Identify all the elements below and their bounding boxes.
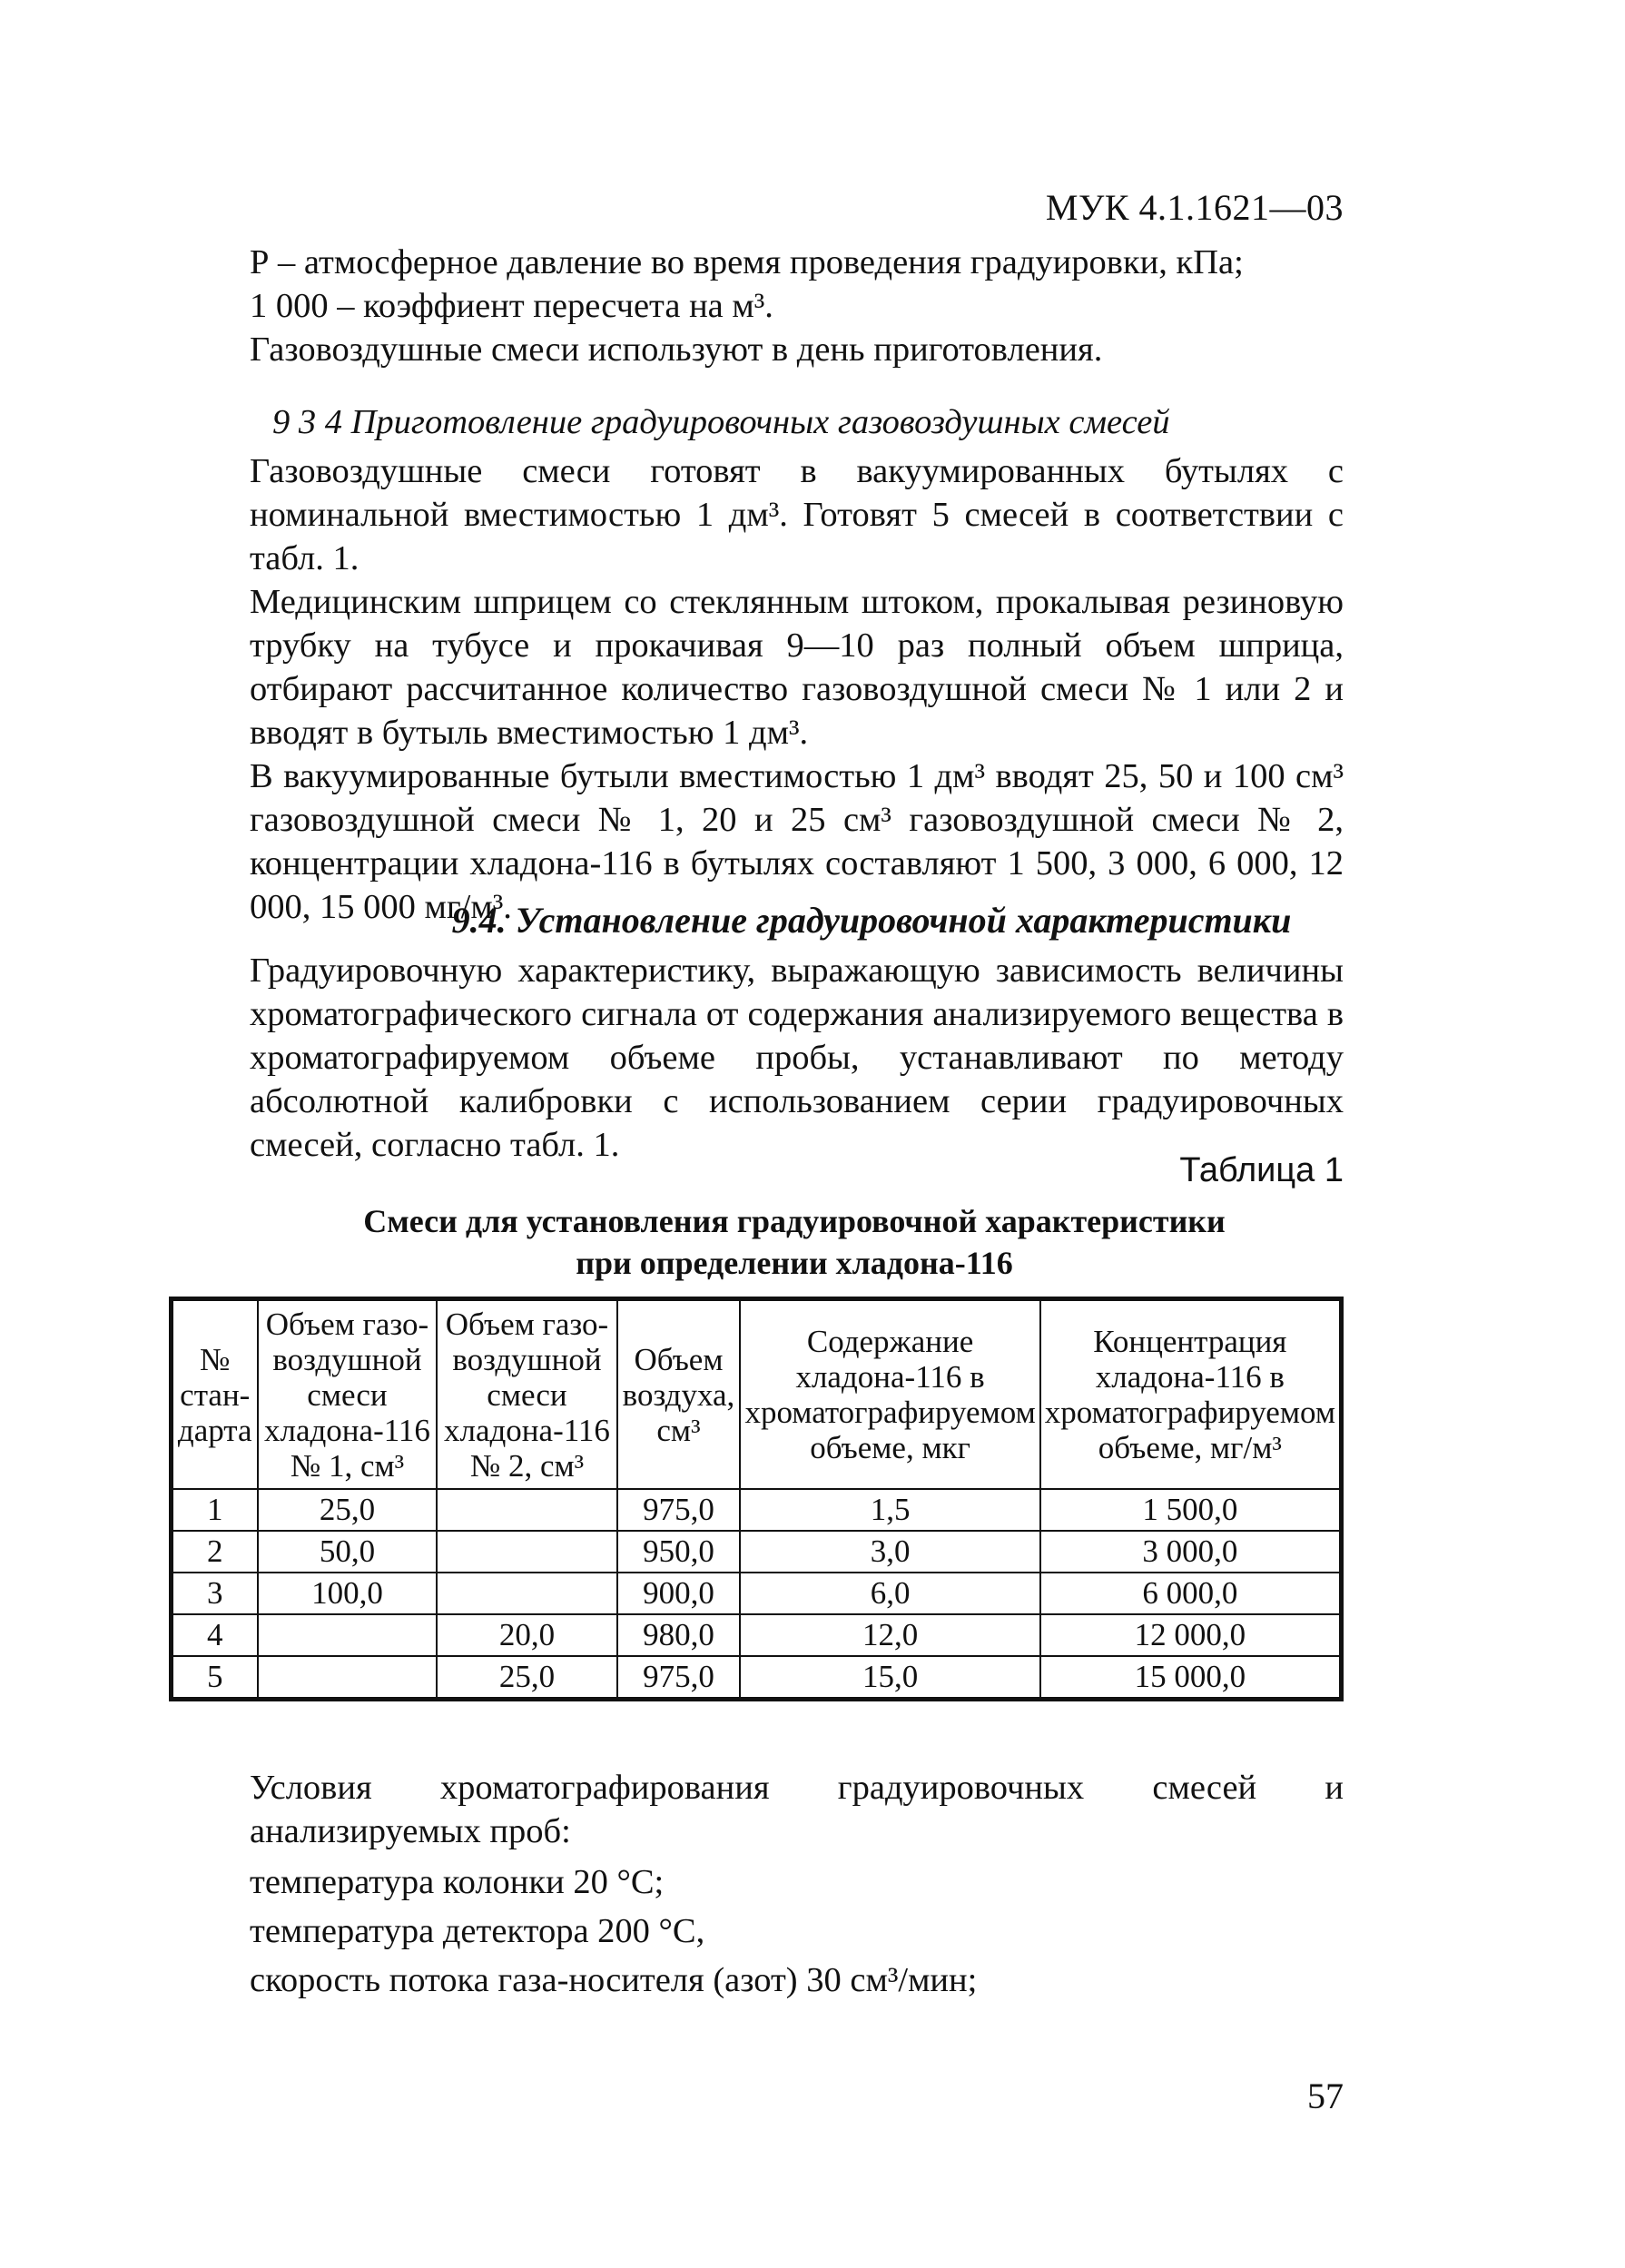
cell-standard: 1 bbox=[172, 1489, 258, 1531]
cell-air: 950,0 bbox=[617, 1531, 741, 1573]
cell-mix2: 25,0 bbox=[437, 1656, 616, 1700]
header-standard-number: № стан-дарта bbox=[172, 1299, 258, 1490]
table-label: Таблица 1 bbox=[1179, 1151, 1344, 1189]
cell-standard: 5 bbox=[172, 1656, 258, 1700]
section-934-body bbox=[250, 449, 1344, 929]
section-94-heading: 9.4. Установление градуировочной характеристики bbox=[451, 900, 1292, 941]
calibration-table bbox=[169, 1297, 1344, 1701]
cell-concentration: 15 000,0 bbox=[1040, 1656, 1342, 1700]
intro-line-coefficient: 1 000 – коэффиент пересчета на м³. bbox=[250, 287, 773, 325]
section-934-para-2: Медицинским шприцем со стеклянным штоком, прокалывая резиновую трубку на тубусе и прокачивая 9—10 раз полный объем шприца, отбирают рассчитанное количество газовоздушной смеси № 1 или 2 и вводят в бутыль вместимостью 1 дм³. bbox=[250, 583, 1344, 752]
cell-concentration: 6 000,0 bbox=[1040, 1573, 1342, 1614]
header-concentration: Концентрация хладона-116 в хроматографируемом объеме, мг/м³ bbox=[1040, 1299, 1342, 1490]
section-94-para-1: Градуировочную характеристику, выражающую зависимость величины хроматографического сигнала от содержания анализируемого вещества в хроматографируемом объеме пробы, устанавливают по методу абсолютной калибровки с использованием серии градуировочных смесей, согласно табл. 1. bbox=[250, 952, 1344, 1164]
condition-item: температура колонки 20 °С; bbox=[250, 1863, 665, 1901]
conditions-block bbox=[250, 1766, 1344, 2002]
condition-item: скорость потока газа-носителя (азот) 30 см³/мин; bbox=[250, 1961, 978, 1999]
intro-line-usage: Газовоздушные смеси используют в день приготовления. bbox=[250, 330, 1103, 369]
cell-air: 975,0 bbox=[617, 1656, 741, 1700]
table-title-line-1: Смеси для установления градуировочной характеристики bbox=[363, 1203, 1226, 1239]
cell-standard: 2 bbox=[172, 1531, 258, 1573]
conditions-intro: Условия хроматографирования градуировочных смесей и анализируемых проб: bbox=[250, 1769, 1344, 1850]
table-row bbox=[172, 1614, 1342, 1656]
table-row bbox=[172, 1489, 1342, 1531]
intro-block bbox=[250, 241, 1344, 371]
cell-content: 1,5 bbox=[740, 1489, 1039, 1531]
cell-mix1: 100,0 bbox=[258, 1573, 438, 1614]
cell-content: 15,0 bbox=[740, 1656, 1039, 1700]
section-934-heading: 9 3 4 Приготовление градуировочных газовоздушных смесей bbox=[272, 403, 1170, 441]
cell-mix2 bbox=[437, 1531, 616, 1573]
page-number: 57 bbox=[1307, 2076, 1344, 2116]
cell-mix1: 25,0 bbox=[258, 1489, 438, 1531]
table-row bbox=[172, 1656, 1342, 1700]
header-mix2-volume: Объем газо-воздушной смеси хладона-116 № 2, см³ bbox=[437, 1299, 616, 1490]
table-title-line-2: при определении хладона-116 bbox=[576, 1245, 1013, 1281]
cell-air: 900,0 bbox=[617, 1573, 741, 1614]
section-934-para-1: Газовоздушные смеси готовят в вакуумированных бутылях с номинальной вместимостью 1 дм³. Готовят 5 смесей в соответствии с табл. 1. bbox=[250, 452, 1344, 577]
cell-concentration: 12 000,0 bbox=[1040, 1614, 1342, 1656]
cell-mix2 bbox=[437, 1573, 616, 1614]
cell-air: 975,0 bbox=[617, 1489, 741, 1531]
cell-concentration: 1 500,0 bbox=[1040, 1489, 1342, 1531]
section-934-para-3: В вакуумированные бутыли вместимостью 1 дм³ вводят 25, 50 и 100 см³ газовоздушной смеси № 1, 20 и 25 см³ газовоздушной смеси № 2, концентрации хладона-116 в бутылях составляют 1 500, 3 000, 6 000, 12 000, 15 000 мг/м³. bbox=[250, 757, 1344, 926]
cell-content: 3,0 bbox=[740, 1531, 1039, 1573]
cell-mix1 bbox=[258, 1614, 438, 1656]
section-94-body bbox=[250, 949, 1344, 1167]
cell-air: 980,0 bbox=[617, 1614, 741, 1656]
header-air-volume: Объем воздуха, см³ bbox=[617, 1299, 741, 1490]
header-content: Содержание хладона-116 в хроматографируемом объеме, мкг bbox=[740, 1299, 1039, 1490]
intro-line-pressure: Р – атмосферное давление во время проведения градуировки, кПа; bbox=[250, 243, 1244, 281]
table-header-row bbox=[172, 1299, 1342, 1490]
table-title bbox=[245, 1200, 1344, 1284]
cell-mix2 bbox=[437, 1489, 616, 1531]
cell-standard: 3 bbox=[172, 1573, 258, 1614]
cell-content: 6,0 bbox=[740, 1573, 1039, 1614]
document-code: МУК 4.1.1621—03 bbox=[1045, 187, 1344, 228]
header-mix1-volume: Объем газо-воздушной смеси хладона-116 № 1, см³ bbox=[258, 1299, 438, 1490]
table-row bbox=[172, 1531, 1342, 1573]
cell-mix1: 50,0 bbox=[258, 1531, 438, 1573]
cell-content: 12,0 bbox=[740, 1614, 1039, 1656]
cell-standard: 4 bbox=[172, 1614, 258, 1656]
table-row bbox=[172, 1573, 1342, 1614]
cell-concentration: 3 000,0 bbox=[1040, 1531, 1342, 1573]
cell-mix2: 20,0 bbox=[437, 1614, 616, 1656]
cell-mix1 bbox=[258, 1656, 438, 1700]
condition-item: температура детектора 200 °С, bbox=[250, 1912, 705, 1950]
